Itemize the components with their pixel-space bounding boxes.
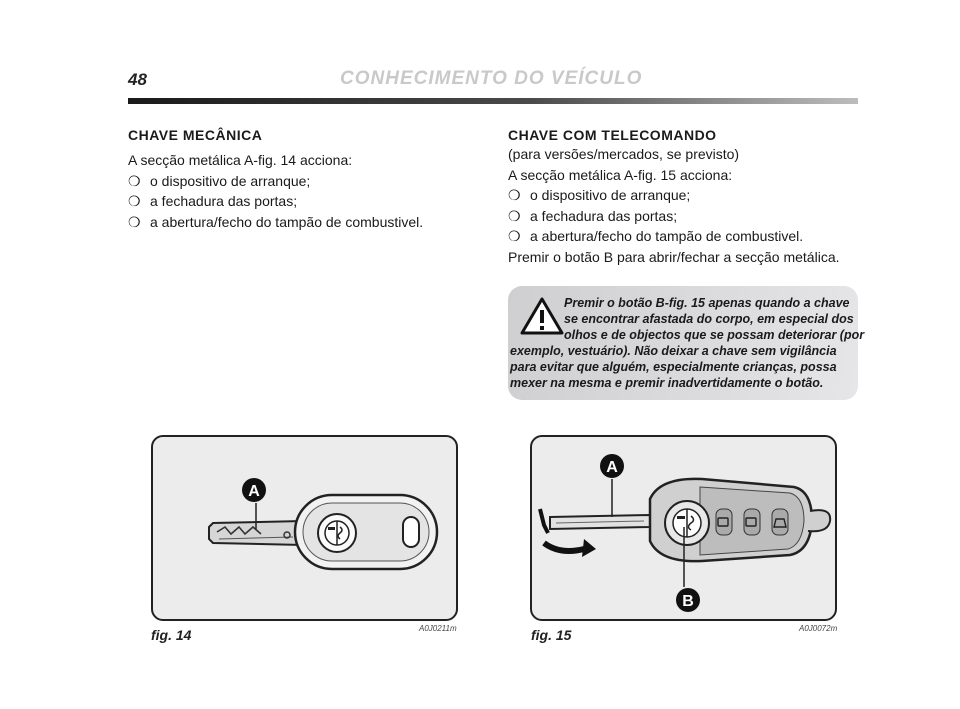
remote-key-intro: A secção metálica A-fig. 15 acciona: xyxy=(508,166,733,183)
figure-14-code: A0J0211m xyxy=(419,624,457,633)
remote-key-instruction: Premir o botão B para abrir/fechar a secção metálica. xyxy=(508,248,840,265)
bullet-circle-icon: ❍ xyxy=(508,187,521,203)
figure-15-code: A0J0072m xyxy=(799,624,838,633)
list-item xyxy=(128,191,478,212)
warning-line: para evitar que alguém, especialmente crianças, possa xyxy=(510,360,837,374)
remote-key-list xyxy=(508,185,858,247)
bullet-circle-icon: ❍ xyxy=(128,172,141,189)
callout-a: A xyxy=(606,459,618,476)
list-item xyxy=(508,226,858,247)
section-title-mechanical-key: CHAVE MECÂNICA xyxy=(128,127,263,143)
figure-15-remote-key xyxy=(530,435,837,621)
warning-line: mexer na mesma e premir inadvertidamente o botão. xyxy=(510,376,824,390)
callout-b: B xyxy=(682,593,694,610)
warning-line: se encontrar afastada do corpo, em especial dos xyxy=(564,312,854,326)
figure-15-label: fig. 15 xyxy=(531,627,572,643)
list-item-text: a abertura/fecho do tampão de combustivel. xyxy=(530,228,804,244)
warning-line: exemplo, vestuário). Não deixar a chave sem vigilância xyxy=(510,344,837,358)
remote-key-subtitle: (para versões/mercados, se previsto) xyxy=(508,146,740,162)
right-column xyxy=(508,126,858,267)
list-item-text: o dispositivo de arranque; xyxy=(150,172,311,189)
list-item xyxy=(508,206,858,227)
page-number: 48 xyxy=(128,70,147,89)
bullet-circle-icon: ❍ xyxy=(508,207,521,224)
bullet-circle-icon: ❍ xyxy=(508,228,521,244)
list-item-text: a abertura/fecho do tampão de combustivel. xyxy=(150,213,424,230)
mechanical-key-intro: A secção metálica A-fig. 14 acciona: xyxy=(128,152,353,168)
list-item-text: a fechadura das portas; xyxy=(150,193,298,209)
bullet-circle-icon: ❍ xyxy=(128,213,141,230)
list-item xyxy=(128,171,478,192)
warning-box xyxy=(508,286,865,400)
remote-key-illustration xyxy=(532,437,835,619)
list-item-text: o dispositivo de arranque; xyxy=(530,187,691,203)
mechanical-key-illustration xyxy=(153,437,456,619)
header-rule xyxy=(128,98,858,104)
mechanical-key-list xyxy=(128,171,478,233)
list-item xyxy=(128,212,478,233)
list-item xyxy=(508,185,858,206)
list-item-text: a fechadura das portas; xyxy=(530,207,678,224)
warning-line: olhos e de objectos que se possam deteriorar (por xyxy=(564,328,865,342)
running-title: CONHECIMENTO DO VEÍCULO xyxy=(340,68,643,89)
left-column xyxy=(128,126,478,232)
figure-14-mechanical-key xyxy=(151,435,458,621)
section-title-remote-key: CHAVE COM TELECOMANDO xyxy=(508,127,717,143)
figure-14-label: fig. 14 xyxy=(151,627,192,643)
warning-line: Premir o botão B-fig. 15 apenas quando a chave xyxy=(564,296,850,310)
callout-a: A xyxy=(248,483,260,500)
warning-text xyxy=(508,295,865,391)
bullet-circle-icon: ❍ xyxy=(128,193,141,209)
